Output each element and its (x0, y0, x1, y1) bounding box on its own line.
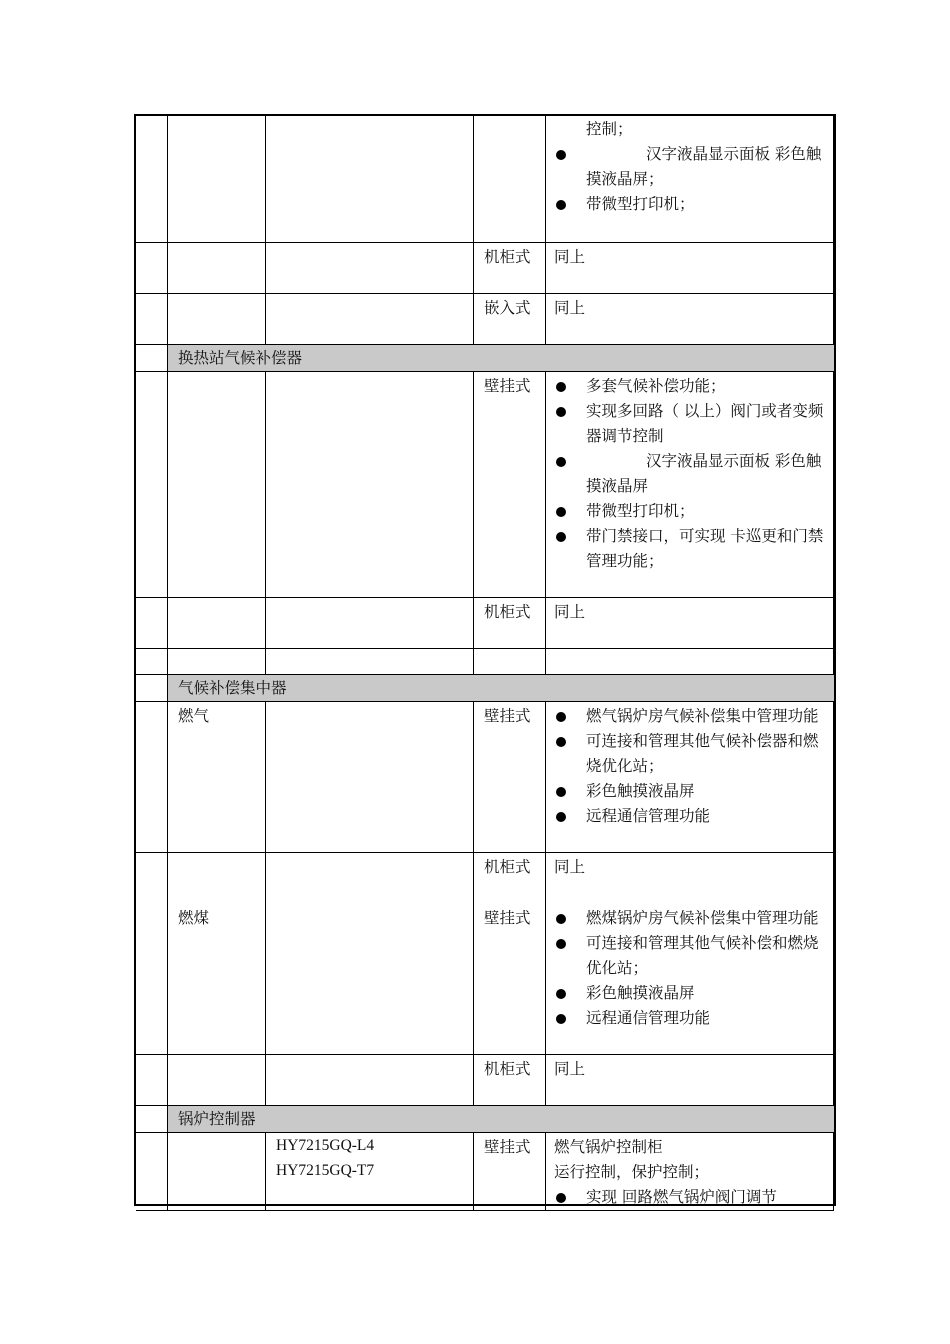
category-label: 燃煤 (178, 909, 210, 927)
category-cell (168, 853, 266, 904)
category-cell (168, 1133, 266, 1211)
bullet-icon (556, 457, 566, 467)
feature-label: 带微型打印机； (586, 502, 695, 520)
feature-label: 燃气锅炉控制柜 (554, 1138, 663, 1156)
feature-text (554, 855, 825, 880)
feature-label: 汉字液晶显示面板 彩色触摸液晶屏 (586, 452, 822, 495)
feature-label: 运行控制，保护控制； (554, 1163, 710, 1181)
section-header: 锅炉控制器 (168, 1106, 834, 1133)
model-cell (266, 904, 474, 1055)
feature-text (554, 296, 825, 321)
feature-label: 同上 (554, 603, 586, 621)
feature-label: 同上 (554, 299, 586, 317)
feature-label: 远程通信管理功能 (586, 807, 711, 825)
feature-label: 燃气锅炉房气候补偿集中管理功能 (586, 707, 819, 725)
section-header: 气候补偿集中器 (168, 675, 834, 702)
feature-label: 带微型打印机； (586, 195, 695, 213)
features-cell (546, 853, 834, 904)
mount-type-label: 壁挂式 (484, 377, 531, 395)
model-cell (266, 372, 474, 598)
feature-bullet-item (554, 906, 825, 931)
section-index-cell (136, 345, 168, 372)
feature-text (554, 1135, 825, 1160)
category-cell (168, 116, 266, 243)
bullet-icon (556, 712, 566, 722)
category-cell (168, 1055, 266, 1106)
mount-type-label: 机柜式 (484, 248, 531, 266)
feature-label: 汉字液晶显示面板 彩色触摸液晶屏； (586, 145, 822, 188)
mount-type-cell (474, 372, 546, 598)
model-cell (266, 598, 474, 649)
index-cell (136, 598, 168, 649)
model-cell (266, 116, 474, 243)
bullet-icon (556, 507, 566, 517)
mount-type-cell (474, 294, 546, 345)
feature-bullet-item (554, 524, 825, 574)
feature-label: 多套气候补偿功能； (586, 377, 726, 395)
bullet-icon (556, 200, 566, 210)
feature-bullet-item (554, 499, 825, 524)
model-cell (266, 1133, 474, 1211)
feature-text (554, 117, 825, 142)
mount-type-label: 机柜式 (484, 603, 531, 621)
mount-type-cell (474, 1055, 546, 1106)
features-cell (546, 649, 834, 675)
feature-bullet-item (554, 449, 825, 499)
index-cell (136, 649, 168, 675)
feature-bullet-item (554, 931, 825, 981)
feature-label: 彩色触摸液晶屏 (586, 782, 695, 800)
model-cell (266, 702, 474, 853)
bullet-icon (556, 989, 566, 999)
feature-text (554, 1057, 825, 1082)
features-cell (546, 372, 834, 598)
feature-bullet-item (554, 1006, 825, 1031)
index-cell (136, 1055, 168, 1106)
category-label: 燃气 (178, 707, 210, 725)
model-cell (266, 1055, 474, 1106)
bullet-icon (556, 737, 566, 747)
features-cell (546, 904, 834, 1055)
category-cell (168, 243, 266, 294)
index-cell (136, 904, 168, 1055)
feature-text (554, 600, 825, 625)
bullet-icon (556, 407, 566, 417)
model-cell (266, 294, 474, 345)
mount-type-label: 壁挂式 (484, 1138, 531, 1156)
category-cell (168, 702, 266, 853)
category-cell (168, 649, 266, 675)
feature-bullet-item (554, 779, 825, 804)
feature-bullet-item (554, 804, 825, 829)
feature-bullet-item (554, 981, 825, 1006)
feature-label: 实现 回路燃气锅炉阀门调节 (586, 1188, 777, 1206)
index-cell (136, 1133, 168, 1211)
category-cell (168, 372, 266, 598)
mount-type-cell (474, 243, 546, 294)
bullet-icon (556, 1193, 566, 1203)
mount-type-cell (474, 116, 546, 243)
category-cell (168, 294, 266, 345)
bullet-icon (556, 150, 566, 160)
feature-label: 同上 (554, 858, 586, 876)
index-cell (136, 702, 168, 853)
feature-bullet-item (554, 704, 825, 729)
bullet-icon (556, 939, 566, 949)
section-header: 换热站气候补偿器 (168, 345, 834, 372)
features-cell (546, 598, 834, 649)
feature-label: 彩色触摸液晶屏 (586, 984, 695, 1002)
features-cell (546, 702, 834, 853)
mount-type-cell (474, 904, 546, 1055)
mount-type-cell (474, 702, 546, 853)
model-number: HY7215GQ-L4 HY7215GQ-T7 (276, 1137, 375, 1179)
feature-text (554, 245, 825, 270)
feature-label: 同上 (554, 1060, 586, 1078)
feature-label: 控制； (586, 120, 633, 138)
model-cell (266, 649, 474, 675)
mount-type-cell (474, 1133, 546, 1211)
mount-type-label: 机柜式 (484, 858, 531, 876)
bullet-icon (556, 787, 566, 797)
feature-label: 燃煤锅炉房气候补偿集中管理功能 (586, 909, 819, 927)
features-cell (546, 243, 834, 294)
feature-text (554, 1160, 825, 1185)
mount-type-label: 嵌入式 (484, 299, 531, 317)
index-cell (136, 372, 168, 598)
mount-type-cell (474, 649, 546, 675)
feature-label: 可连接和管理其他气候补偿和燃烧优化站； (586, 934, 819, 977)
features-cell (546, 116, 834, 243)
feature-bullet-item (554, 192, 825, 217)
features-cell (546, 1133, 834, 1211)
feature-bullet-item (554, 1185, 825, 1210)
section-index-cell (136, 1106, 168, 1133)
section-index-cell (136, 675, 168, 702)
index-cell (136, 116, 168, 243)
feature-bullet-item (554, 374, 825, 399)
mount-type-label: 壁挂式 (484, 909, 531, 927)
index-cell (136, 243, 168, 294)
category-cell (168, 598, 266, 649)
mount-type-label: 壁挂式 (484, 707, 531, 725)
features-cell (546, 1055, 834, 1106)
feature-label: 带门禁接口，可实现 卡巡更和门禁管理功能； (586, 527, 824, 570)
feature-bullet-item (554, 729, 825, 779)
bullet-icon (556, 914, 566, 924)
feature-bullet-item (554, 399, 825, 449)
index-cell (136, 294, 168, 345)
feature-label: 可连接和管理其他气候补偿器和燃烧优化站； (586, 732, 819, 775)
index-cell (136, 853, 168, 904)
model-cell (266, 853, 474, 904)
feature-label: 远程通信管理功能 (586, 1009, 711, 1027)
feature-label: 同上 (554, 248, 586, 266)
bullet-icon (556, 812, 566, 822)
bullet-icon (556, 1014, 566, 1024)
feature-bullet-item (554, 142, 825, 192)
mount-type-label: 机柜式 (484, 1060, 531, 1078)
model-cell (266, 243, 474, 294)
feature-label: 实现多回路（ 以上）阀门或者变频器调节控制 (586, 402, 824, 445)
mount-type-cell (474, 853, 546, 904)
bullet-icon (556, 532, 566, 542)
bullet-icon (556, 382, 566, 392)
category-cell (168, 904, 266, 1055)
features-cell (546, 294, 834, 345)
mount-type-cell (474, 598, 546, 649)
